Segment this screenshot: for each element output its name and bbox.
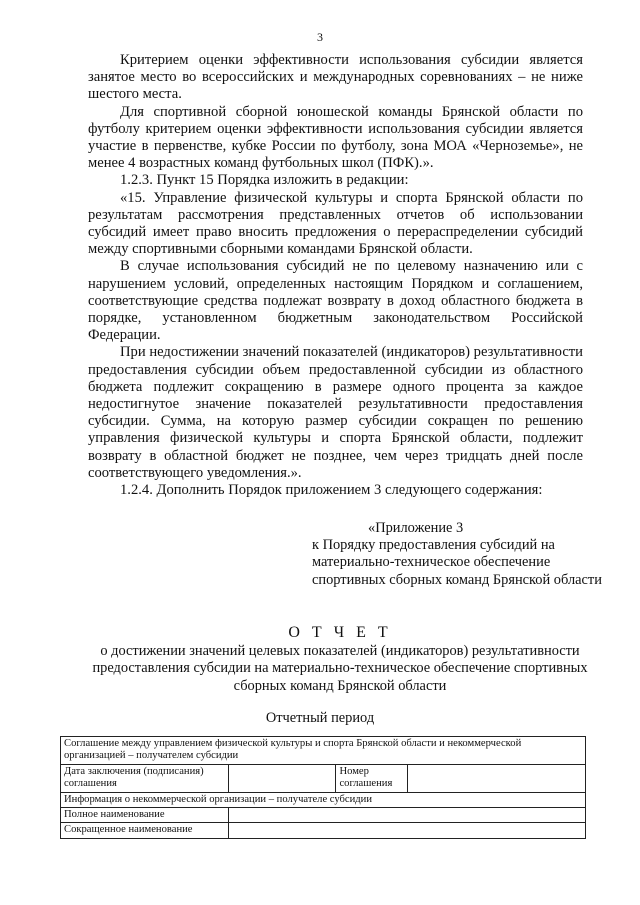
paragraph: «15. Управление физической культуры и спорта Брянской области по результатам рассмотрения представленных отчетов об использовании субсидий имеет право вносить предложения о перераспределении субсидий между спортивными сборными командами Брянской области. bbox=[88, 189, 583, 258]
paragraph: При недостижении значений показателей (индикаторов) результативности предоставления субсидии объем предоставленной субсидии из областного бюджета подлежит сокращению в размере одного процента за каждое недостигнутое значение показателей результативности предоставления субсидии. Сумма, на которую размер субсидии сокращен по решению управления физической культуры и спорта Брянской области, подлежит возврату в областной бюджет не позднее, чем через тридцать дней после соответствующего уведомления.». bbox=[88, 344, 583, 481]
paragraph: Критерием оценки эффективности использования субсидии является занятое место во всероссийских и международных соревнованиях – не ниже шестого места. bbox=[88, 52, 583, 103]
table-row bbox=[61, 823, 586, 838]
table-row bbox=[61, 808, 586, 823]
paragraph: 1.2.4. Дополнить Порядок приложением 3 следующего содержания: bbox=[120, 482, 543, 499]
table-row bbox=[61, 792, 586, 807]
agreement-cell: Соглашение между управлением физической культуры и спорта Брянской области и некоммерческой организацией – получателем субсидии bbox=[61, 737, 586, 765]
table-row bbox=[61, 737, 586, 765]
number-label-cell: Номер соглашения bbox=[336, 764, 408, 792]
appendix-reference bbox=[312, 520, 602, 589]
report-title-block bbox=[70, 624, 610, 695]
date-value-cell bbox=[228, 764, 336, 792]
report-table bbox=[60, 736, 586, 839]
appendix-title: «Приложение 3 bbox=[368, 520, 464, 536]
full-name-value-cell bbox=[228, 808, 585, 823]
short-name-label-cell: Сокращенное наименование bbox=[61, 823, 229, 838]
paragraph: В случае использования субсидий не по целевому назначению или с нарушением условий, определенных настоящим Порядком и соглашением, соответствующие средства подлежат возврату в доход областного бюджета в порядке, установленном бюджетным законодательством Российской Федерации. bbox=[88, 258, 583, 344]
report-subtitle: о достижении значений целевых показателей (индикаторов) результативности предоставления субсидии на материально-техническое обеспечение спортивных сборных команд Брянской области bbox=[92, 642, 588, 694]
paragraph: Для спортивной сборной юношеской команды Брянской области по футболу критерием оценки эффективности использования субсидии является участие в первенстве, кубке России по футболу, зона МОА «Черноземье», не менее 4 возрастных команд футбольных школ (ПФК).». bbox=[88, 103, 583, 172]
body-text bbox=[88, 52, 583, 499]
period-label: Отчетный период bbox=[265, 710, 375, 726]
number-value-cell bbox=[408, 764, 586, 792]
date-label-cell: Дата заключения (подписания) соглашения bbox=[61, 764, 229, 792]
page-number: 3 bbox=[317, 30, 323, 44]
paragraph: 1.2.3. Пункт 15 Порядка изложить в редакции: bbox=[120, 172, 409, 189]
table-row bbox=[61, 764, 586, 792]
report-heading: О Т Ч Е Т bbox=[288, 624, 392, 641]
appendix-text: к Порядку предоставления субсидий на материально-техническое обеспечение спортивных сборных команд Брянской области bbox=[312, 537, 602, 588]
full-name-label-cell: Полное наименование bbox=[61, 808, 229, 823]
short-name-value-cell bbox=[228, 823, 585, 838]
org-info-cell: Информация о некоммерческой организации – получателе субсидии bbox=[61, 792, 586, 807]
